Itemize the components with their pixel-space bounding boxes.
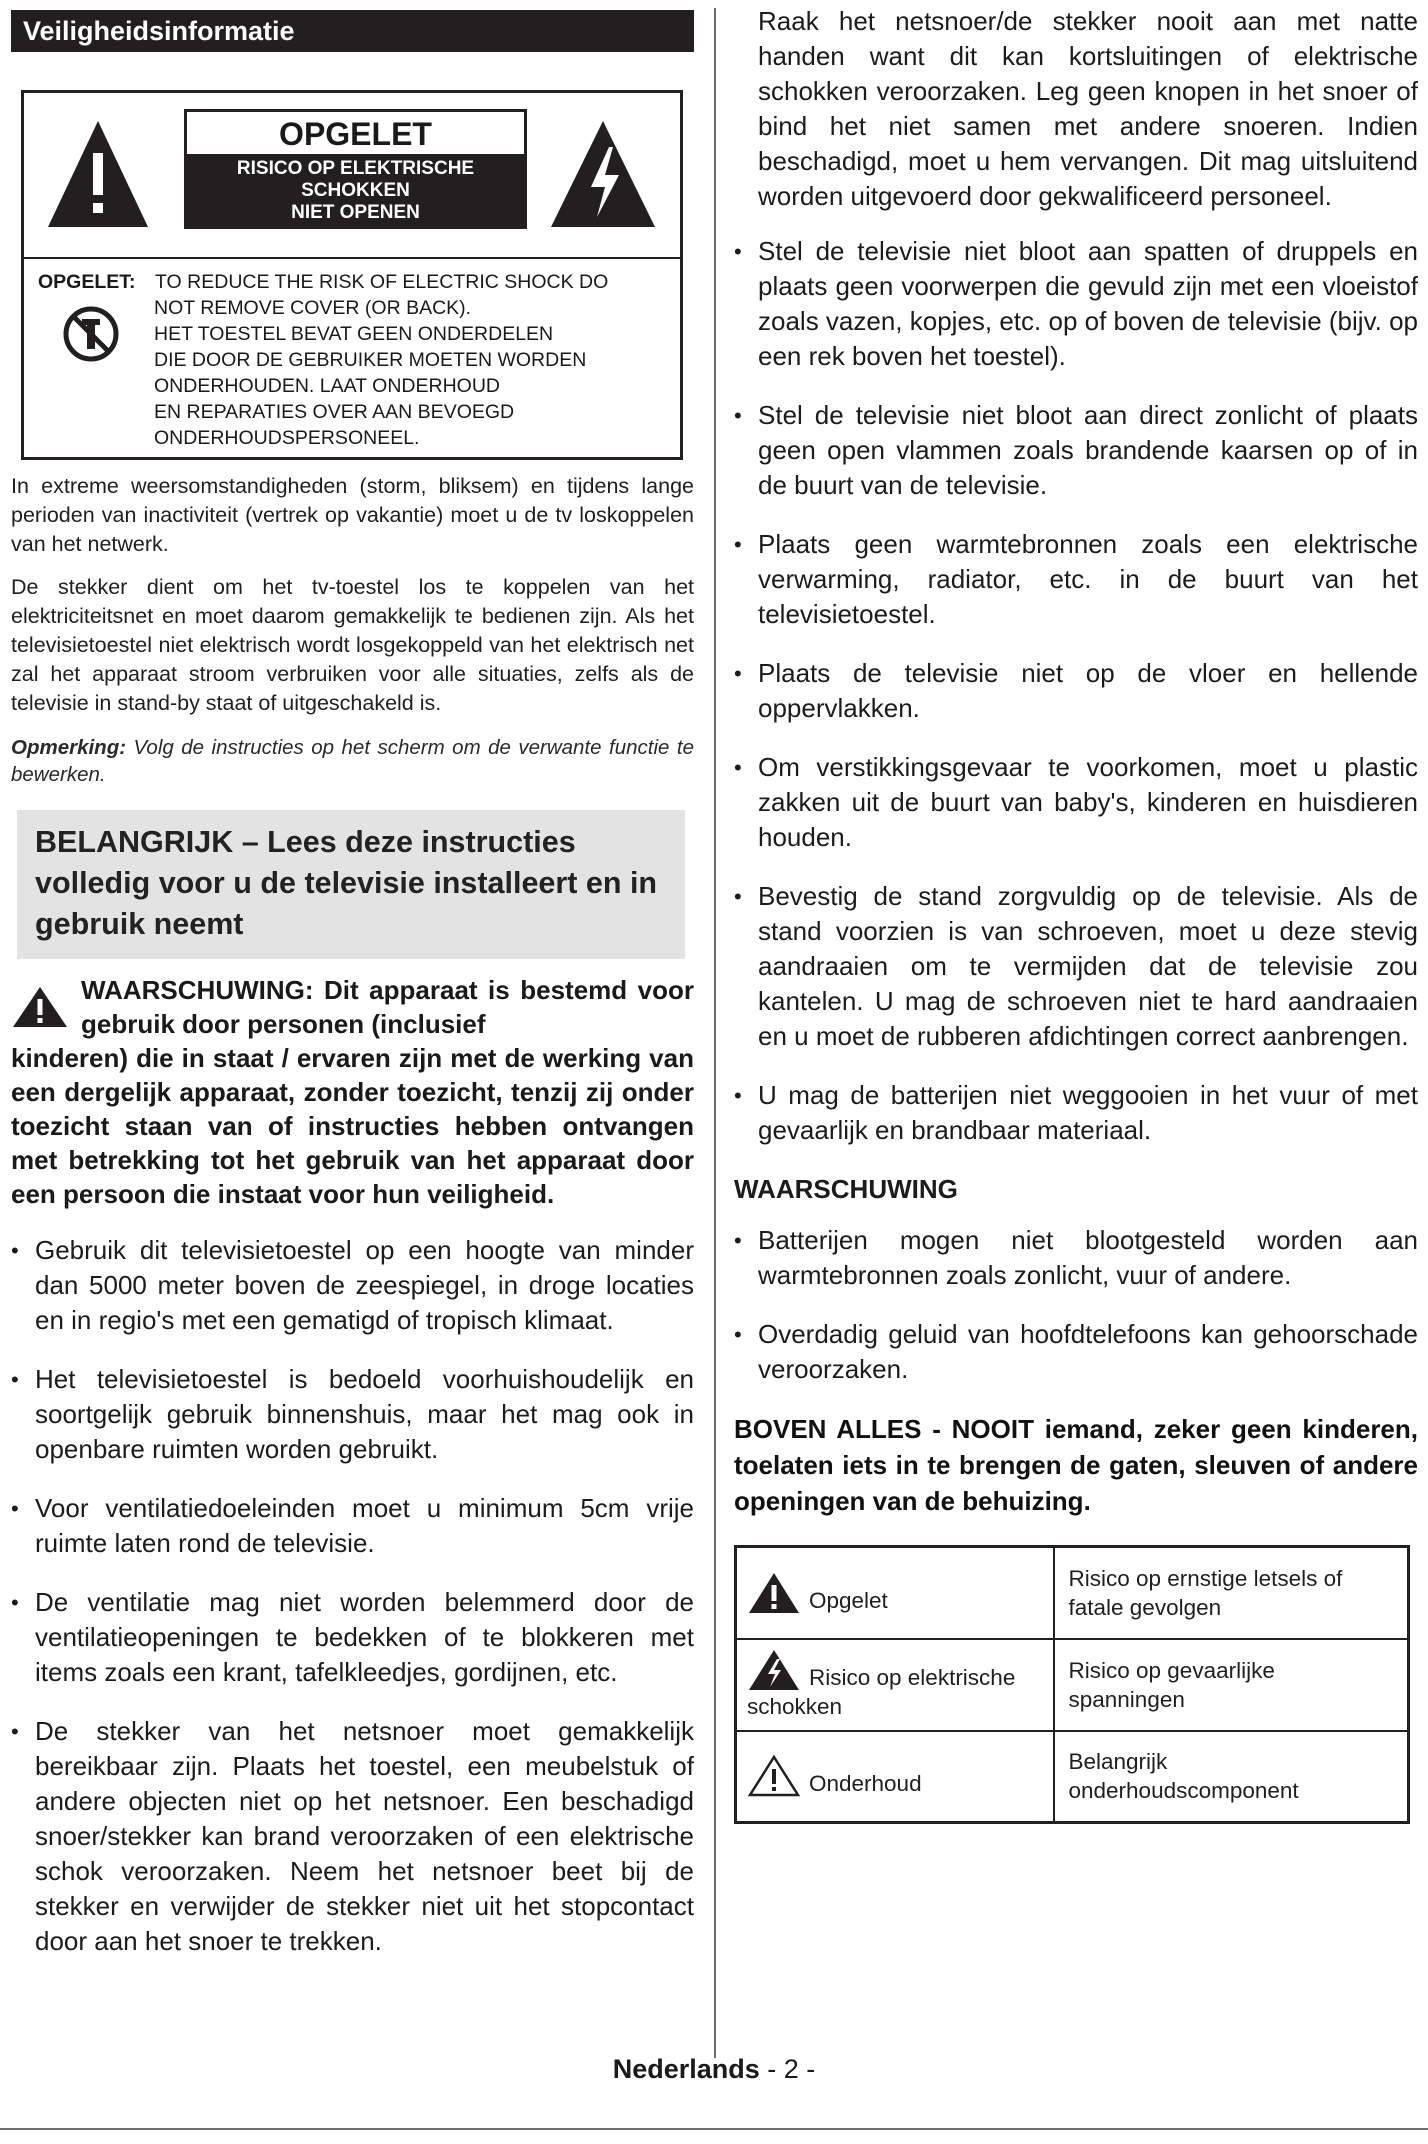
column-divider — [714, 8, 716, 2058]
table-row — [736, 1731, 1409, 1823]
caution-label: OPGELET: — [38, 271, 136, 293]
opgelet-title: OPGELET — [279, 116, 432, 152]
caution-box — [21, 90, 683, 460]
list-item: • De stekker van het netsnoer moet gemakkelijk bereikbaar zijn. Plaats het toestel, een meubelstuk of andere objecten niet op het netsnoer. Een beschadigd snoer/stekker kan brand veroorzaken of een elektrische schok veroorzaken. Neem het netsnoer beet bij de stekker en verwijder de stekker niet uit het stopcontact door aan het snoer te trekken. — [11, 1714, 694, 1959]
maintenance-triangle-icon — [747, 1754, 801, 1798]
table-row — [736, 1639, 1409, 1731]
list-item: • U mag de batterijen niet weggooien in het vuur of met gevaarlijk en brandbaar materiaal. — [734, 1078, 1418, 1148]
list-item: • Overdadig geluid van hoofdtelefoons kan gehoorschade veroorzaken. — [734, 1317, 1418, 1387]
legend-label: Onderhoud — [809, 1771, 922, 1797]
list-item: • Plaats de televisie niet op de vloer en hellende oppervlakken. — [734, 656, 1418, 726]
list-item: • Plaats geen warmtebronnen zoals een elektrische verwarming, radiator, etc. in de buurt van het televisietoestel. — [734, 527, 1418, 632]
warning-block — [11, 973, 694, 1211]
warning-text-rest: kinderen) die in staat / ervaren zijn met de werking van een dergelijk apparaat, zonder toezicht, tenzij zij onder toezicht staan van of instructies hebben ontvangen met betrekking tot het gebruik van het apparaat door een persoon die instaat voor hun veiligheid. — [11, 1043, 694, 1209]
footer-page-number: - 2 - — [759, 2054, 816, 2084]
power-cord-paragraph: Raak het netsnoer/de stekker nooit aan met natte handen want dit kan kortsluitingen of elektrische schokken veroorzaken. Leg geen knopen in het snoer of bind het niet samen met andere snoeren. Indien beschadigd, moet u hem vervangen. Dit mag uitsluitend worden uitgevoerd door gekwalificeerd personeel. — [758, 6, 1418, 211]
legend-description: Risico op gevaarlijke spanningen — [1054, 1639, 1409, 1731]
important-heading: BELANGRIJK – Lees deze instructies volledig voor u de televisie installeert en in gebruik neemt — [17, 810, 685, 959]
note-label: Opmerking: — [11, 736, 127, 759]
warning-text-first: WAARSCHUWING: Dit apparaat is bestemd voor gebruik door personen (inclusief — [81, 975, 694, 1039]
caution-triangle-icon — [747, 1571, 801, 1615]
warning-heading: WAARSCHUWING — [734, 1174, 958, 1204]
note-text: Volg de instructies op het scherm om de verwante functie te bewerken. — [11, 736, 694, 786]
legend-description: Belangrijk onderhoudscomponent — [1054, 1731, 1409, 1823]
table-row — [736, 1547, 1409, 1639]
list-item: • Voor ventilatiedoeleinden moet u minimum 5cm vrije ruimte laten rond de televisie. — [11, 1491, 694, 1561]
warning-bullet-list — [734, 1223, 1418, 1387]
list-item: • Batterijen mogen niet blootgesteld worden aan warmtebronnen zoals zonlicht, vuur of andere. — [734, 1223, 1418, 1293]
lightning-warning-icon — [547, 117, 659, 231]
list-item: • Stel de televisie niet bloot aan direct zonlicht of plaats geen open vlammen zoals brandende kaarsen op of in de buurt van de televisie. — [734, 398, 1418, 503]
page-footer — [0, 2054, 1428, 2085]
legend-description: Risico op ernstige letsels of fatale gevolgen — [1054, 1547, 1409, 1639]
right-bullet-list — [734, 234, 1418, 1148]
list-item: • De ventilatie mag niet worden belemmerd door de ventilatieopeningen te bedekken of te blokkeren met items zoals een krant, tafelkleedjes, gordijnen, etc. — [11, 1585, 694, 1690]
no-service-icon — [62, 305, 120, 363]
electric-shock-icon — [747, 1648, 801, 1692]
caution-lines: NOT REMOVE COVER (OR BACK). HET TOESTEL BEVAT GEEN ONDERDELEN DIE DOOR DE GEBRUIKER MOETEN WORDEN ONDERHOUDEN. LAAT ONDERHOUD EN REPARATIES OVER AAN BEVOEGD ONDERHOUDSPERSONEEL. — [154, 297, 587, 449]
plug-paragraph: De stekker dient om het tv-toestel los te koppelen van het elektriciteitsnet en moet daarom gemakkelijk te bedienen zijn. Als het televisietoestel niet elektrisch wordt losgekoppeld van het elektrisch net zal het apparaat stroom verbruiken voor alle situaties, zelfs als de televisie in stand-by staat of uitgeschakeld is. — [11, 575, 694, 715]
right-column — [734, 4, 1418, 1824]
legend-label: Risico op elektrische schokken — [747, 1665, 1016, 1719]
list-item: • Gebruik dit televisietoestel op een hoogte van minder dan 5000 meter boven de zeespiegel, in droge locaties en in regio's met een gematigd of tropisch klimaat. — [11, 1233, 694, 1338]
caution-line-1: TO REDUCE THE RISK OF ELECTRIC SHOCK DO — [155, 271, 609, 293]
left-bullet-list — [11, 1233, 694, 1959]
storm-paragraph: In extreme weersomstandigheden (storm, bliksem) en tijdens lange perioden van inactiviteit (vertrek op vakantie) moet u de tv loskoppelen van het netwerk. — [11, 474, 694, 556]
opgelet-subtitle: RISICO OP ELEKTRISCHE SCHOKKEN NIET OPENEN — [187, 154, 524, 226]
above-all-warning: BOVEN ALLES - NOOIT iemand, zeker geen kinderen, toelaten iets in te brengen de gaten, sleuven of andere openingen van de behuizing. — [734, 1414, 1418, 1516]
legend-label: Opgelet — [809, 1587, 888, 1613]
list-item: • Bevestig de stand zorgvuldig op de televisie. Als de stand voorzien is van schroeven, moet u deze stevig aandraaien om te vermijden dat de televisie zou kantelen. U mag de schroeven niet te hard aandraaien en u moet de rubberen afdichtingen correct aanbrengen. — [734, 879, 1418, 1054]
list-item: • Stel de televisie niet bloot aan spatten of druppels en plaats geen voorwerpen die gevuld zijn met een vloeistof zoals vazen, kopjes, etc. op of boven de televisie (bijv. op een rek boven het toestel). — [734, 234, 1418, 374]
symbol-legend-table — [734, 1545, 1410, 1824]
note-paragraph — [11, 734, 694, 788]
opgelet-label-box — [184, 109, 527, 229]
warning-triangle-icon — [11, 985, 69, 1029]
bottom-rule — [0, 2128, 1428, 2130]
footer-language: Nederlands — [612, 2054, 760, 2084]
left-column — [11, 10, 694, 1959]
list-item: • Om verstikkingsgevaar te voorkomen, moet u plastic zakken uit de buurt van baby's, kinderen en huisdieren houden. — [734, 750, 1418, 855]
list-item: • Het televisietoestel is bedoeld voorhuishoudelijk en soortgelijk gebruik binnenshuis, maar het mag ook in openbare ruimten worden gebruikt. — [11, 1362, 694, 1467]
exclamation-warning-icon — [44, 117, 152, 231]
section-title: Veiligheidsinformatie — [11, 10, 694, 52]
